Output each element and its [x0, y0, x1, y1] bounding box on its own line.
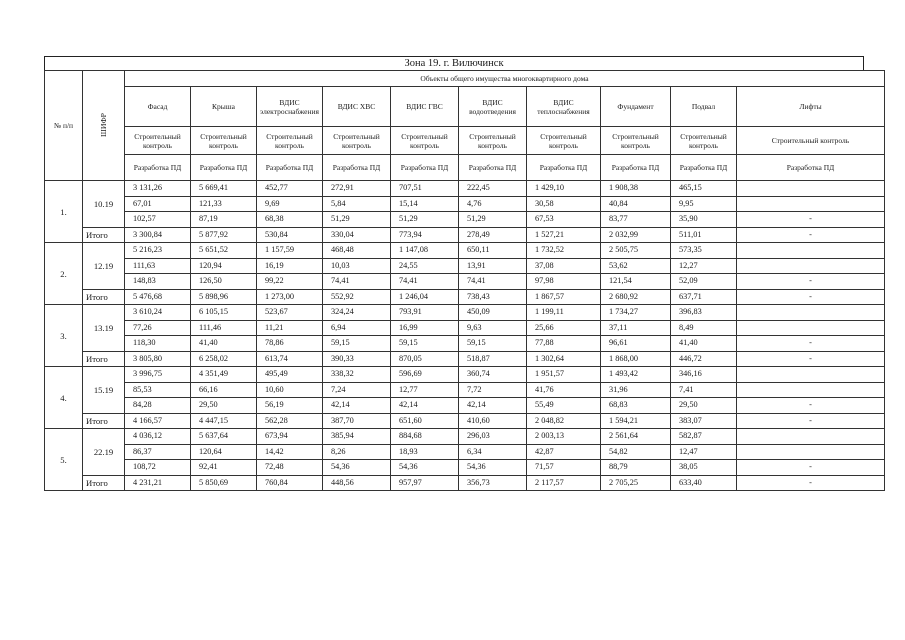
cell-value: 72,48: [257, 460, 323, 476]
header-design-development: Разработка ПД: [737, 155, 885, 181]
cell-value: 3 996,75: [125, 367, 191, 383]
zone-title: Зона 19. г. Вилючинск: [44, 56, 864, 71]
cell-value: 30,58: [527, 196, 601, 212]
table-row-total: [45, 351, 885, 367]
table-row: [45, 181, 885, 197]
cell-value: 16,19: [257, 258, 323, 274]
cell-value: 2 003,13: [527, 429, 601, 445]
cell-value: 1 493,42: [601, 367, 671, 383]
cell-value: 324,24: [323, 305, 391, 321]
total-value: 2 117,57: [527, 475, 601, 491]
cell-value: 707,51: [391, 181, 459, 197]
cell-value: 2 561,64: [601, 429, 671, 445]
cell-value: 465,15: [671, 181, 737, 197]
cell-value: 29,50: [671, 398, 737, 414]
cell-value: 54,82: [601, 444, 671, 460]
cell-value: 42,14: [323, 398, 391, 414]
cell-value: 573,35: [671, 243, 737, 259]
cell-value: 884,68: [391, 429, 459, 445]
total-value: 390,33: [323, 351, 391, 367]
cell-value: [737, 444, 885, 460]
table-row-total: [45, 413, 885, 429]
cell-value: 59,15: [323, 336, 391, 352]
cell-value: 1 199,11: [527, 305, 601, 321]
cell-value: 338,32: [323, 367, 391, 383]
cell-value: -: [737, 274, 885, 290]
header-object: ВДИС ХВС: [323, 87, 391, 127]
cell-value: 7,72: [459, 382, 527, 398]
table-row: [45, 398, 885, 414]
cell-value: 59,15: [459, 336, 527, 352]
table-row: [45, 212, 885, 228]
cell-value: 97,98: [527, 274, 601, 290]
cell-value: 10,03: [323, 258, 391, 274]
cost-table: [44, 70, 885, 491]
total-value: -: [737, 413, 885, 429]
cell-value: 77,88: [527, 336, 601, 352]
cell-value: 12,47: [671, 444, 737, 460]
cell-value: 148,83: [125, 274, 191, 290]
total-value: -: [737, 475, 885, 491]
total-value: 518,87: [459, 351, 527, 367]
row-index: 1.: [45, 181, 83, 243]
cell-value: 41,76: [527, 382, 601, 398]
cell-value: 74,41: [391, 274, 459, 290]
cell-value: 12,27: [671, 258, 737, 274]
cell-value: 40,84: [601, 196, 671, 212]
total-value: 410,60: [459, 413, 527, 429]
cell-value: 37,11: [601, 320, 671, 336]
cell-value: 3 131,26: [125, 181, 191, 197]
header-object: Лифты: [737, 87, 885, 127]
total-value: 511,01: [671, 227, 737, 243]
total-value: 1 594,21: [601, 413, 671, 429]
cell-value: 14,42: [257, 444, 323, 460]
cell-value: 74,41: [459, 274, 527, 290]
cell-value: 272,91: [323, 181, 391, 197]
cell-value: 56,19: [257, 398, 323, 414]
header-object: ВДИС ГВС: [391, 87, 459, 127]
cell-value: -: [737, 212, 885, 228]
total-value: 773,94: [391, 227, 459, 243]
total-value: 2 048,82: [527, 413, 601, 429]
row-index: 2.: [45, 243, 83, 305]
cell-value: [737, 243, 885, 259]
cell-value: 7,24: [323, 382, 391, 398]
table-row-total: [45, 227, 885, 243]
cell-value: 495,49: [257, 367, 323, 383]
cell-value: 4,76: [459, 196, 527, 212]
total-value: 5 898,96: [191, 289, 257, 305]
total-value: 870,05: [391, 351, 459, 367]
total-value: 613,74: [257, 351, 323, 367]
header-design-development: Разработка ПД: [527, 155, 601, 181]
header-construction-control: Строительный контроль: [257, 127, 323, 155]
total-value: -: [737, 351, 885, 367]
cell-value: 54,36: [459, 460, 527, 476]
cell-value: 108,72: [125, 460, 191, 476]
header-construction-control: Строительный контроль: [459, 127, 527, 155]
cell-value: 4 036,12: [125, 429, 191, 445]
header-construction-control: Строительный контроль: [323, 127, 391, 155]
cell-value: 38,05: [671, 460, 737, 476]
total-value: 4 166,57: [125, 413, 191, 429]
header-design-development: Разработка ПД: [191, 155, 257, 181]
cell-value: 83,77: [601, 212, 671, 228]
cell-value: 596,69: [391, 367, 459, 383]
cell-value: 452,77: [257, 181, 323, 197]
total-value: 278,49: [459, 227, 527, 243]
table-row: [45, 258, 885, 274]
cell-value: 68,83: [601, 398, 671, 414]
cell-value: 120,64: [191, 444, 257, 460]
cell-value: 13,91: [459, 258, 527, 274]
cell-value: 1 157,59: [257, 243, 323, 259]
header-object: Фундамент: [601, 87, 671, 127]
table-row: [45, 460, 885, 476]
header-construction-control: Строительный контроль: [125, 127, 191, 155]
cell-value: 360,74: [459, 367, 527, 383]
cell-value: 51,29: [459, 212, 527, 228]
total-label: Итого: [83, 227, 125, 243]
header-design-development: Разработка ПД: [601, 155, 671, 181]
row-index: 5.: [45, 429, 83, 491]
cell-value: 5 669,41: [191, 181, 257, 197]
cell-value: 1 951,57: [527, 367, 601, 383]
total-value: 3 805,80: [125, 351, 191, 367]
cell-value: 5 651,52: [191, 243, 257, 259]
cell-value: 92,41: [191, 460, 257, 476]
row-shifr: 12.19: [83, 243, 125, 290]
header-np: № п/п: [45, 71, 83, 181]
total-value: 5 476,68: [125, 289, 191, 305]
cell-value: [737, 196, 885, 212]
total-value: 1 527,21: [527, 227, 601, 243]
cell-value: 120,94: [191, 258, 257, 274]
cell-value: 67,53: [527, 212, 601, 228]
cell-value: 86,37: [125, 444, 191, 460]
cell-value: 31,96: [601, 382, 671, 398]
cell-value: 12,77: [391, 382, 459, 398]
row-shifr: 22.19: [83, 429, 125, 476]
total-value: 330,04: [323, 227, 391, 243]
cell-value: 74,41: [323, 274, 391, 290]
cell-value: 18,93: [391, 444, 459, 460]
cell-value: 5 216,23: [125, 243, 191, 259]
total-value: 552,92: [323, 289, 391, 305]
table-row-total: [45, 289, 885, 305]
table-row: [45, 305, 885, 321]
cell-value: 111,46: [191, 320, 257, 336]
row-shifr: 15.19: [83, 367, 125, 414]
cell-value: 25,66: [527, 320, 601, 336]
cell-value: 650,11: [459, 243, 527, 259]
cell-value: 5,84: [323, 196, 391, 212]
total-label: Итого: [83, 413, 125, 429]
cell-value: 87,19: [191, 212, 257, 228]
cell-value: 99,22: [257, 274, 323, 290]
total-value: 957,97: [391, 475, 459, 491]
total-value: 5 877,92: [191, 227, 257, 243]
cell-value: 52,09: [671, 274, 737, 290]
cell-value: 468,48: [323, 243, 391, 259]
header-group: Объекты общего имущества многоквартирного дома: [125, 71, 885, 87]
header-construction-control: Строительный контроль: [391, 127, 459, 155]
cell-value: [737, 305, 885, 321]
cell-value: 41,40: [191, 336, 257, 352]
cell-value: 3 610,24: [125, 305, 191, 321]
total-value: 760,84: [257, 475, 323, 491]
total-label: Итого: [83, 351, 125, 367]
cell-value: [737, 382, 885, 398]
cell-value: [737, 429, 885, 445]
cell-value: 29,50: [191, 398, 257, 414]
table-row: [45, 336, 885, 352]
cell-value: 10,60: [257, 382, 323, 398]
total-value: 651,60: [391, 413, 459, 429]
header-design-development: Разработка ПД: [391, 155, 459, 181]
cell-value: [737, 367, 885, 383]
header-construction-control: Строительный контроль: [527, 127, 601, 155]
table-row-total: [45, 475, 885, 491]
total-value: 383,07: [671, 413, 737, 429]
cell-value: 793,91: [391, 305, 459, 321]
cell-value: 6,94: [323, 320, 391, 336]
cell-value: 121,54: [601, 274, 671, 290]
header-construction-control: Строительный контроль: [191, 127, 257, 155]
total-value: 2 680,92: [601, 289, 671, 305]
total-value: 2 705,25: [601, 475, 671, 491]
cell-value: 35,90: [671, 212, 737, 228]
header-object: Крыша: [191, 87, 257, 127]
cell-value: 67,01: [125, 196, 191, 212]
cell-value: 121,33: [191, 196, 257, 212]
total-value: 4 447,15: [191, 413, 257, 429]
cell-value: 396,83: [671, 305, 737, 321]
total-value: 1 302,64: [527, 351, 601, 367]
cell-value: 582,87: [671, 429, 737, 445]
header-shifr-label: ШИФР: [99, 112, 108, 137]
table-row: [45, 196, 885, 212]
cell-value: 126,50: [191, 274, 257, 290]
cell-value: 96,61: [601, 336, 671, 352]
cell-value: 1 908,38: [601, 181, 671, 197]
total-value: 356,73: [459, 475, 527, 491]
cell-value: 85,53: [125, 382, 191, 398]
cell-value: 42,87: [527, 444, 601, 460]
header-construction-control: Строительный контроль: [601, 127, 671, 155]
table-row: [45, 274, 885, 290]
cell-value: 111,63: [125, 258, 191, 274]
cell-value: 24,55: [391, 258, 459, 274]
cell-value: 673,94: [257, 429, 323, 445]
cell-value: 66,16: [191, 382, 257, 398]
header-design-development: Разработка ПД: [459, 155, 527, 181]
cell-value: 55,49: [527, 398, 601, 414]
total-value: 2 032,99: [601, 227, 671, 243]
cell-value: 1 147,08: [391, 243, 459, 259]
cell-value: 118,30: [125, 336, 191, 352]
header-design-development: Разработка ПД: [125, 155, 191, 181]
cell-value: 6 105,15: [191, 305, 257, 321]
total-value: 6 258,02: [191, 351, 257, 367]
cell-value: 84,28: [125, 398, 191, 414]
row-index: 3.: [45, 305, 83, 367]
cell-value: 41,40: [671, 336, 737, 352]
cell-value: 9,63: [459, 320, 527, 336]
cell-value: 222,45: [459, 181, 527, 197]
cell-value: -: [737, 336, 885, 352]
cell-value: 1 732,52: [527, 243, 601, 259]
header-shifr: [83, 71, 125, 181]
cell-value: -: [737, 460, 885, 476]
cell-value: 1 734,27: [601, 305, 671, 321]
total-value: 4 231,21: [125, 475, 191, 491]
total-value: 562,28: [257, 413, 323, 429]
row-index: 4.: [45, 367, 83, 429]
table-row: [45, 243, 885, 259]
total-value: 3 300,84: [125, 227, 191, 243]
header-design-development: Разработка ПД: [323, 155, 391, 181]
header-design-development: Разработка ПД: [671, 155, 737, 181]
cell-value: 8,26: [323, 444, 391, 460]
total-value: 530,84: [257, 227, 323, 243]
cell-value: 9,69: [257, 196, 323, 212]
cell-value: 450,09: [459, 305, 527, 321]
cell-value: 37,08: [527, 258, 601, 274]
cell-value: 1 429,10: [527, 181, 601, 197]
table-row: [45, 444, 885, 460]
total-value: 633,40: [671, 475, 737, 491]
cell-value: 68,38: [257, 212, 323, 228]
cell-value: 102,57: [125, 212, 191, 228]
cell-value: 296,03: [459, 429, 527, 445]
cell-value: 59,15: [391, 336, 459, 352]
header-object: ВДИС водоотведения: [459, 87, 527, 127]
cell-value: 15,14: [391, 196, 459, 212]
header-object: Подвал: [671, 87, 737, 127]
cell-value: 11,21: [257, 320, 323, 336]
table-row: [45, 367, 885, 383]
cell-value: 385,94: [323, 429, 391, 445]
total-value: 637,71: [671, 289, 737, 305]
header-object: ВДИС электроснабжения: [257, 87, 323, 127]
row-shifr: 13.19: [83, 305, 125, 352]
total-value: -: [737, 289, 885, 305]
cell-value: 88,79: [601, 460, 671, 476]
cell-value: 53,62: [601, 258, 671, 274]
cell-value: 7,41: [671, 382, 737, 398]
header-construction-control: Строительный контроль: [737, 127, 885, 155]
cell-value: 9,95: [671, 196, 737, 212]
row-shifr: 10.19: [83, 181, 125, 228]
total-value: 738,43: [459, 289, 527, 305]
cell-value: 523,67: [257, 305, 323, 321]
total-value: 1 246,04: [391, 289, 459, 305]
table-row: [45, 382, 885, 398]
cell-value: 51,29: [323, 212, 391, 228]
cell-value: 71,57: [527, 460, 601, 476]
cell-value: 42,14: [391, 398, 459, 414]
cell-value: 6,34: [459, 444, 527, 460]
cell-value: [737, 181, 885, 197]
cell-value: 54,36: [391, 460, 459, 476]
cell-value: 346,16: [671, 367, 737, 383]
total-value: 387,70: [323, 413, 391, 429]
cell-value: 54,36: [323, 460, 391, 476]
table-row: [45, 429, 885, 445]
cell-value: 5 637,64: [191, 429, 257, 445]
total-value: 448,56: [323, 475, 391, 491]
cell-value: 42,14: [459, 398, 527, 414]
header-construction-control: Строительный контроль: [671, 127, 737, 155]
cell-value: 8,49: [671, 320, 737, 336]
total-value: 446,72: [671, 351, 737, 367]
total-value: -: [737, 227, 885, 243]
cell-value: 51,29: [391, 212, 459, 228]
cell-value: 77,26: [125, 320, 191, 336]
cell-value: [737, 320, 885, 336]
total-value: 1 868,00: [601, 351, 671, 367]
cell-value: [737, 258, 885, 274]
cell-value: 16,99: [391, 320, 459, 336]
table-row: [45, 320, 885, 336]
cell-value: 4 351,49: [191, 367, 257, 383]
total-value: 1 273,00: [257, 289, 323, 305]
total-value: 1 867,57: [527, 289, 601, 305]
cell-value: 78,86: [257, 336, 323, 352]
total-value: 5 850,69: [191, 475, 257, 491]
header-object: ВДИС теплоснабжения: [527, 87, 601, 127]
total-label: Итого: [83, 289, 125, 305]
header-object: Фасад: [125, 87, 191, 127]
total-label: Итого: [83, 475, 125, 491]
header-design-development: Разработка ПД: [257, 155, 323, 181]
cell-value: -: [737, 398, 885, 414]
cell-value: 2 505,75: [601, 243, 671, 259]
